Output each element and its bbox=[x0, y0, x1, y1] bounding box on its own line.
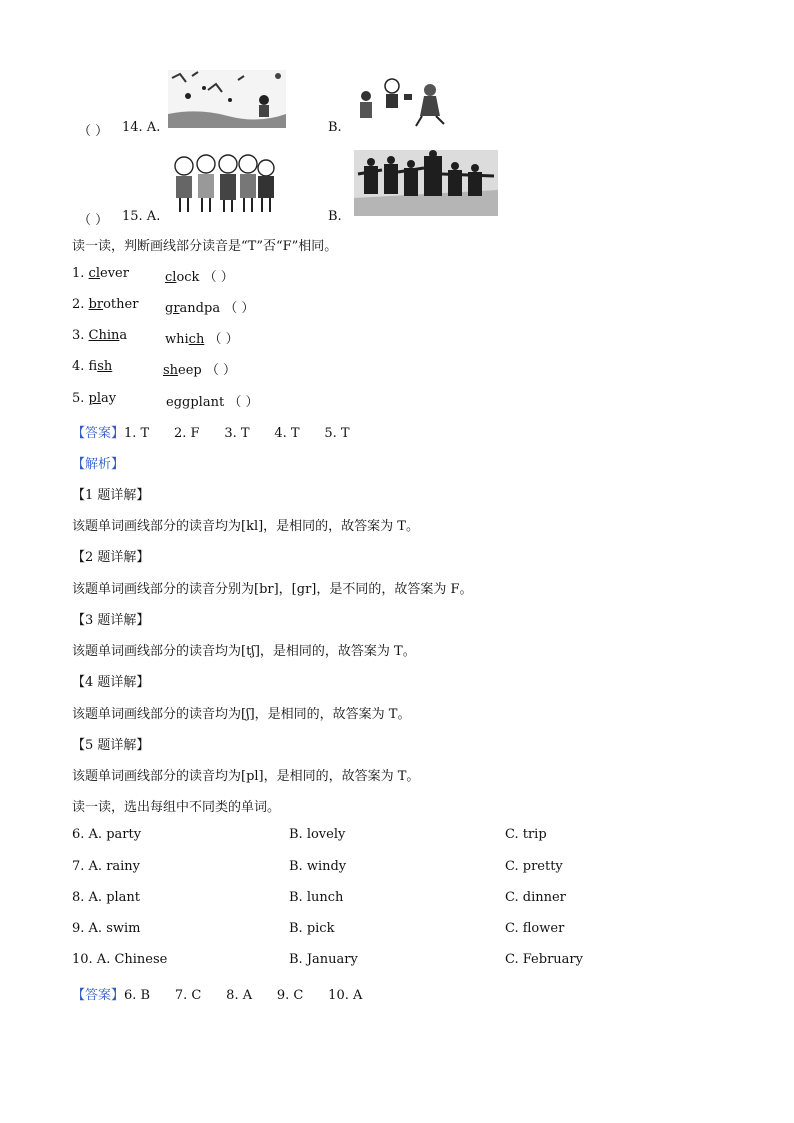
s2-row-8-c: C. dinner bbox=[505, 890, 566, 905]
s1-item-3-word2: which （ ） bbox=[165, 332, 239, 347]
s1-item-4: 4. fish bbox=[72, 359, 113, 374]
s1-item-4-word2: sheep （ ） bbox=[163, 363, 237, 378]
s2-row-6-a: 6. A. party bbox=[72, 827, 142, 842]
detail-5-text: 该题单词画线部分的读音均为[pl]，是相同的，故答案为 T。 bbox=[72, 769, 420, 784]
s2-row-8-a: 8. A. plant bbox=[72, 890, 141, 905]
detail-1-title: 【1 题详解】 bbox=[72, 488, 150, 503]
s2-row-9-b: B. pick bbox=[289, 921, 335, 936]
s2-row-10-a: 10. A. Chinese bbox=[72, 952, 168, 967]
q15-b-image bbox=[354, 150, 498, 216]
analysis-tag: 【解析】 bbox=[72, 457, 125, 472]
detail-1-text: 该题单词画线部分的读音均为[kl]，是相同的，故答案为 T。 bbox=[72, 519, 419, 534]
answer-tag: 【答案】 bbox=[72, 988, 125, 1003]
detail-5-title: 【5 题详解】 bbox=[72, 738, 150, 753]
detail-4-text: 该题单词画线部分的读音均为[ʃ]，是相同的，故答案为 T。 bbox=[72, 707, 411, 722]
answer-tag: 【答案】 bbox=[72, 426, 125, 441]
q15-a-image bbox=[170, 152, 278, 214]
s2-row-9-a: 9. A. swim bbox=[72, 921, 141, 936]
section1-instruction: 读一读，判断画线部分读音是“T”否“F”相同。 bbox=[72, 239, 338, 254]
detail-4-title: 【4 题详解】 bbox=[72, 675, 150, 690]
s2-row-9-c: C. flower bbox=[505, 921, 565, 936]
s1-item-1-word2: clock （ ） bbox=[165, 270, 234, 285]
s1-item-2: 2. brother bbox=[72, 297, 139, 312]
s2-row-6-b: B. lovely bbox=[289, 827, 346, 842]
q14-paren: （ ） bbox=[78, 124, 109, 139]
s2-row-6-c: C. trip bbox=[505, 827, 547, 842]
q15-label: 15. A. bbox=[122, 209, 161, 224]
s1-answer: 【答案】1. T 2. F 3. T 4. T 5. T bbox=[72, 426, 350, 441]
detail-3-text: 该题单词画线部分的读音均为[tʃ]，是相同的，故答案为 T。 bbox=[72, 644, 416, 659]
detail-3-title: 【3 题详解】 bbox=[72, 613, 150, 628]
s1-item-5: 5. play bbox=[72, 391, 117, 406]
detail-2-text: 该题单词画线部分的读音分别为[br]，[gr]，是不同的，故答案为 F。 bbox=[72, 582, 473, 597]
s2-answer: 【答案】6. B 7. C 8. A 9. C 10. A bbox=[72, 988, 363, 1003]
s1-item-5-word2: eggplant （ ） bbox=[166, 395, 259, 410]
detail-2-title: 【2 题详解】 bbox=[72, 550, 150, 565]
s2-row-10-b: B. January bbox=[289, 952, 358, 967]
s1-item-3: 3. China bbox=[72, 328, 128, 343]
q14-a-image bbox=[168, 70, 286, 128]
s2-row-7-a: 7. A. rainy bbox=[72, 859, 141, 874]
s2-row-7-b: B. windy bbox=[289, 859, 347, 874]
q14-b-label: B. bbox=[328, 120, 342, 135]
s1-item-2-word2: grandpa （ ） bbox=[165, 301, 255, 316]
q15-paren: （ ） bbox=[78, 213, 109, 228]
q14-b-image bbox=[354, 78, 446, 130]
section2-instruction: 读一读，选出每组中不同类的单词。 bbox=[72, 800, 281, 815]
s2-row-7-c: C. pretty bbox=[505, 859, 563, 874]
q14-label: 14. A. bbox=[122, 120, 161, 135]
s1-item-1: 1. clever bbox=[72, 266, 129, 281]
s2-row-10-c: C. February bbox=[505, 952, 583, 967]
q15-b-label: B. bbox=[328, 209, 342, 224]
s2-row-8-b: B. lunch bbox=[289, 890, 344, 905]
